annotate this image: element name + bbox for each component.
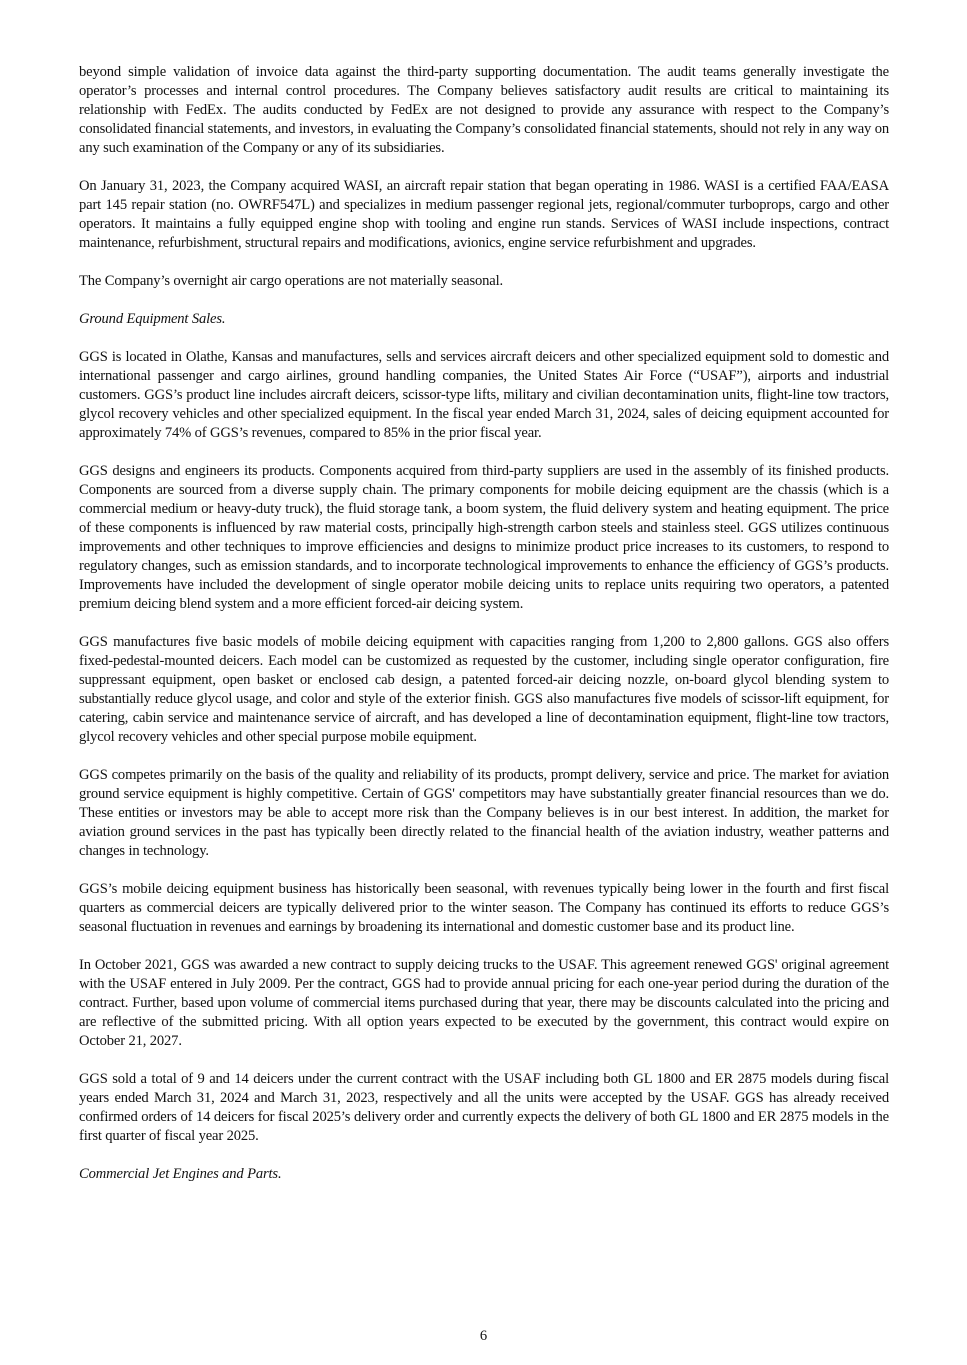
document-page (79, 63, 889, 1203)
paragraph-usaf-deicer-sales: GGS sold a total of 9 and 14 deicers under the current contract with the USAF including both GL 1800 and ER 2875 models during fiscal years ended March 31, 2024 and March 31, 2023, respectively and all the units were accepted by the USAF. GGS has already received confirmed orders of 14 deicers for fiscal 2025’s delivery order and currently expects the delivery of both GL 1800 and ER 2875 models in the first quarter of fiscal year 2025. (79, 1071, 889, 1144)
paragraph-ggs-competition: GGS competes primarily on the basis of the quality and reliability of its products, prompt delivery, service and price. The market for aviation ground service equipment is highly competitive. Certain of GGS' competitors may have substantially greater financial resources than we do. These entities or investors may be able to accept more risk than the Company believes is in our best interest. In addition, the market for aviation ground services in the past has typically been directly related to the financial health of the aviation industry, weather patterns and changes in technology. (79, 767, 889, 859)
paragraph-usaf-contract: In October 2021, GGS was awarded a new contract to supply deicing trucks to the USAF. This agreement renewed GGS' original agreement with the USAF entered in July 2009. Per the contract, GGS had to provide annual pricing for each one-year period during the duration of the contract. Further, based upon volume of commercial items purchased during that year, there may be discounts calculated into the pricing and are reflective of the submitted pricing. With all option years expected to be executed by the government, this contract would expire on October 21, 2027. (79, 957, 889, 1049)
paragraph-ggs-seasonality: GGS’s mobile deicing equipment business has historically been seasonal, with revenues typically being lower in the fourth and first fiscal quarters as commercial deicers are typically delivered prior to the winter season. The Company has continued its efforts to reduce GGS’s seasonal fluctuation in revenues and earnings by broadening its international and domestic customer base and its product line. (79, 881, 889, 935)
section-heading-commercial-jet-engines: Commercial Jet Engines and Parts. (79, 1166, 282, 1182)
paragraph-ggs-models: GGS manufactures five basic models of mobile deicing equipment with capacities ranging from 1,200 to 2,800 gallons. GGS also offers fixed-pedestal-mounted deicers. Each model can be customized as requested by the customer, including single operator configuration, fire suppressant equipment, open basket or enclosed cab design, a patented forced-air deicing nozzle, on-board glycol blending system to substantially reduce glycol usage, and color and style of the exterior finish. GGS also manufactures five models of scissor-lift equipment, for catering, cabin service and maintenance service of aircraft, and has developed a line of decontamination equipment, flight-line tow tractors, glycol recovery vehicles and other special purpose mobile equipment. (79, 634, 889, 745)
paragraph-air-cargo-seasonality: The Company’s overnight air cargo operations are not materially seasonal. (79, 273, 504, 289)
paragraph-wasi-acquisition: On January 31, 2023, the Company acquired WASI, an aircraft repair station that began operating in 1986. WASI is a certified FAA/EASA part 145 repair station (no. OWRF547L) and specializes in medium passenger regional jets, regional/commuter turboprops, cargo and other operators. It maintains a fully equipped engine shop with tooling and engine run stands. Services of WASI include inspections, contract maintenance, refurbishment, structural repairs and modifications, avionics, engine service refurbishment and upgrades. (79, 178, 889, 251)
paragraph-fedex-audits: beyond simple validation of invoice data against the third-party supporting documentation. The audit teams generally investigate the operator’s processes and internal control procedures. The Company believes satisfactory audit results are critical to maintaining its relationship with FedEx. The audits conducted by FedEx are not designed to provide any assurance with respect to the Company’s consolidated financial statements, and investors, in evaluating the Company’s consolidated financial statements, should not rely in any way on any such examination of the Company or any of its subsidiaries. (79, 64, 889, 156)
paragraph-ggs-design-components: GGS designs and engineers its products. Components acquired from third-party suppliers are used in the assembly of its finished products. Components are sourced from a diverse supply chain. The primary components for mobile deicing equipment are the chassis (which is a commercial medium or heavy-duty truck), the fluid storage tank, a boom system, the fluid delivery system and heating equipment. The price of these components is influenced by raw material costs, principally high-strength carbon steels and stainless steel. GGS utilizes continuous improvements and other techniques to improve efficiencies and designs to minimize product price increases to its customers, to respond to regulatory changes, such as emission standards, and to incorporate technological improvements to enhance the efficiency of GGS’s products. Improvements have included the development of single operator mobile deicing units to replace units requiring two operators, a patented premium deicing blend system and a more efficient forced-air deicing system. (79, 463, 889, 612)
paragraph-ggs-overview: GGS is located in Olathe, Kansas and manufactures, sells and services aircraft deicers and other specialized equipment sold to domestic and international passenger and cargo airlines, ground handling companies, the United States Air Force (“USAF”), airports and industrial customers. GGS’s product line includes aircraft deicers, scissor-type lifts, military and civilian decontamination units, flight-line tow tractors, glycol recovery vehicles and other specialized equipment. In the fiscal year ended March 31, 2024, sales of deicing equipment accounted for approximately 74% of GGS’s revenues, compared to 85% in the prior fiscal year. (79, 349, 889, 441)
page-number: 6 (479, 1328, 488, 1344)
section-heading-ground-equipment-sales: Ground Equipment Sales. (79, 311, 226, 327)
